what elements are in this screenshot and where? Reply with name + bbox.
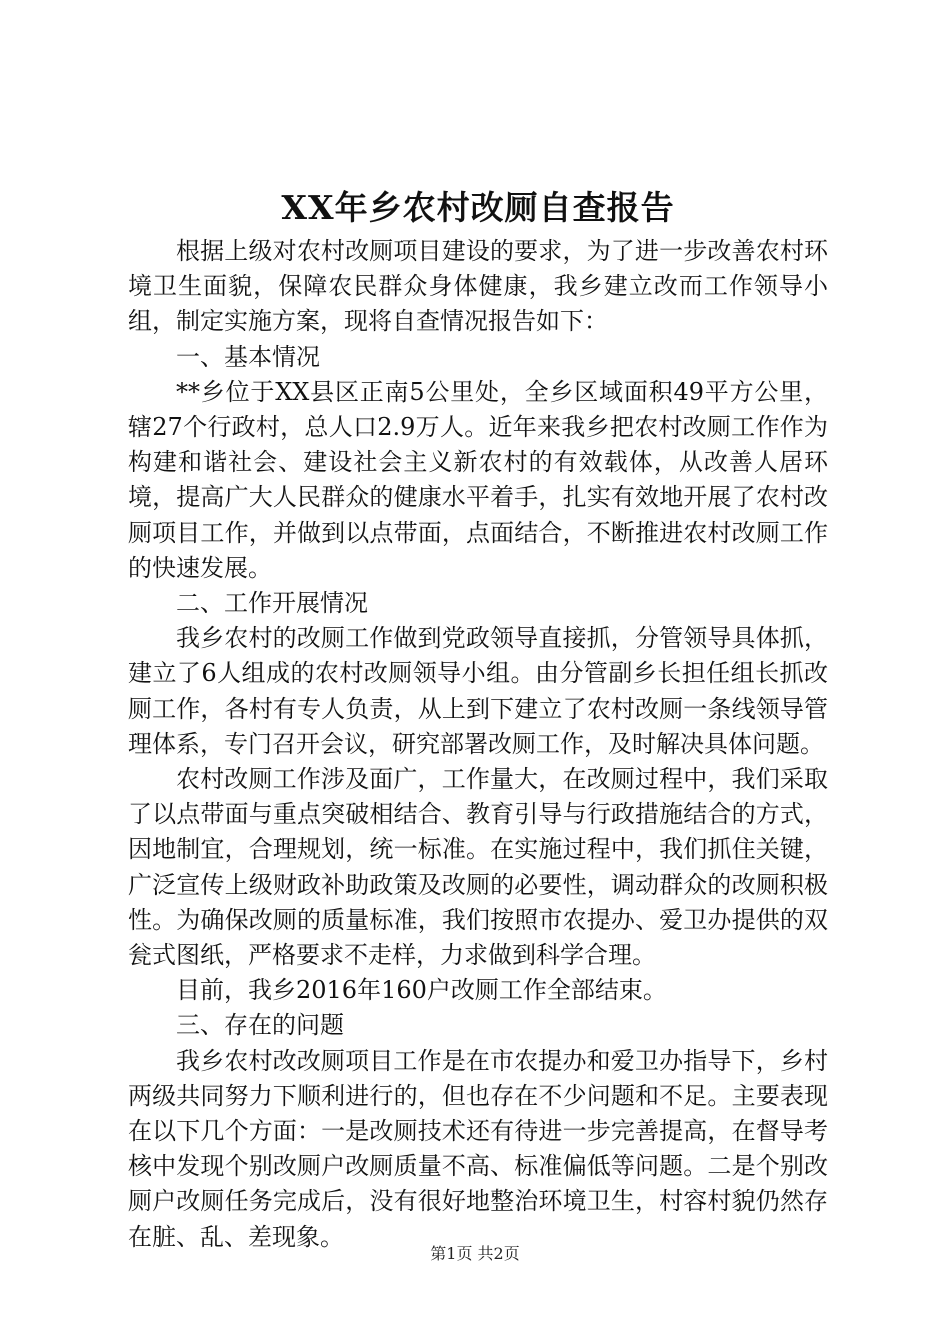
paragraph-work-progress: 目前，我乡2016年160户改厕工作全部结束。 [176,976,667,1005]
document-title: XX年乡农村改厕自查报告 [281,188,675,227]
paragraph-work-leadership: 我乡农村的改厕工作做到党政领导直接抓，分管领导具体抓，建立了6人组成的农村改厕领导小组。由分管副乡长担任组长抓改厕工作，各村有专人负责，从上到下建立了农村改厕一条线领导管理体系，专门召开会议，研究部署改厕工作，及时解决具体问题。 [128,624,828,758]
section-heading-work: 二、工作开展情况 [176,589,368,618]
document-body [128,234,828,1255]
section-heading-problems: 三、存在的问题 [176,1011,344,1040]
section-heading-basic: 一、基本情况 [176,342,320,371]
document-page [128,186,828,1255]
page-number-footer: 第1页 共2页 [430,1244,520,1263]
paragraph-intro: 根据上级对农村改厕项目建设的要求，为了进一步改善农村环境卫生面貌，保障农民群众身体健康，我乡建立改而工作领导小组，制定实施方案，现将自查情况报告如下： [128,237,828,336]
paragraph-work-methods: 农村改厕工作涉及面广，工作量大，在改厕过程中，我们采取了以点带面与重点突破相结合、教育引导与行政措施结合的方式，因地制宜，合理规划，统一标准。在实施过程中，我们抓住关键，广泛宣传上级财政补助政策及改厕的必要性，调动群众的改厕积极性。为确保改厕的质量标准，我们按照市农提办、爱卫办提供的双瓮式图纸，严格要求不走样，力求做到科学合理。 [128,765,828,970]
paragraph-basic-info: **乡位于XX县区正南5公里处，全乡区域面积49平方公里，辖27个行政村，总人口2.9万人。近年来我乡把农村改厕工作作为构建和谐社会、建设社会主义新农村的有效载体，从改善人居环境，提高广大人民群众的健康水平着手，扎实有效地开展了农村改厕项目工作，并做到以点带面，点面结合，不断推进农村改厕工作的快速发展。 [128,377,828,582]
paragraph-problems: 我乡农村改改厕项目工作是在市农提办和爱卫办指导下，乡村两级共同努力下顺利进行的，但也存在不少问题和不足。主要表现在以下几个方面：一是改厕技术还有待进一步完善提高，在督导考核中发现个别改厕户改厕质量不高、标准偏低等问题。二是个别改厕户改厕任务完成后，没有很好地整治环境卫生，村容村貌仍然存在脏、乱、差现象。 [128,1046,828,1251]
